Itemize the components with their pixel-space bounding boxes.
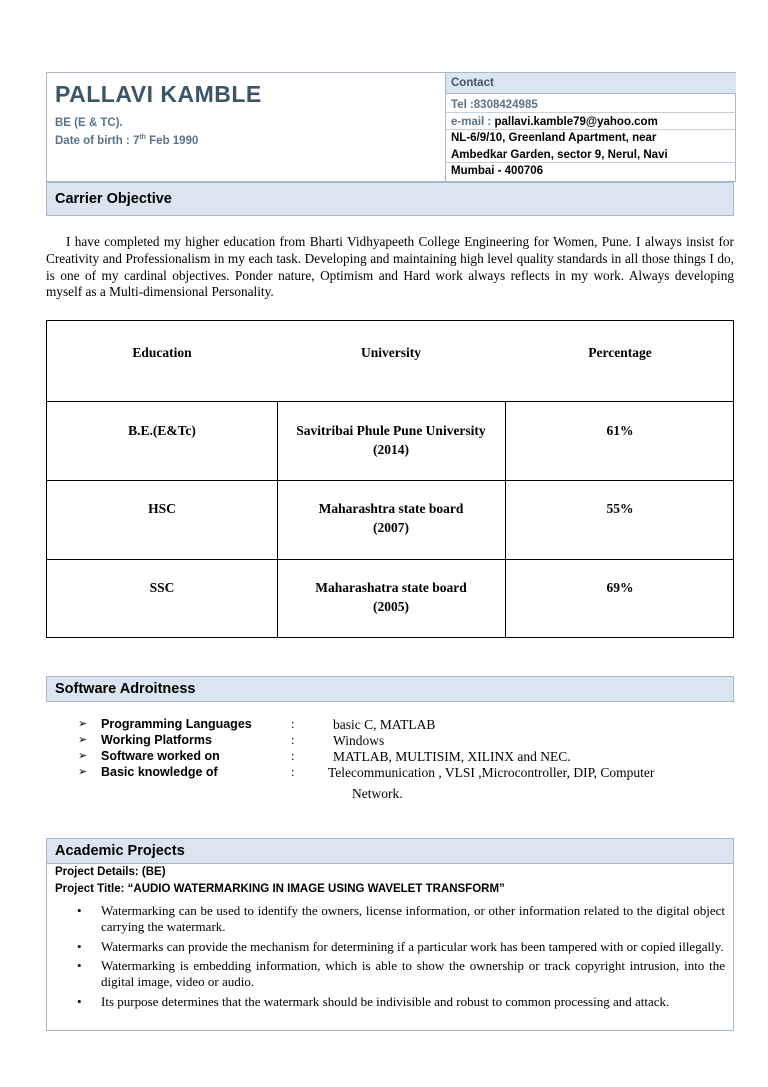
percentage-cell: 55%	[606, 501, 634, 516]
university-name: Maharashtra state board	[318, 501, 464, 516]
projects-title: Academic Projects	[55, 843, 185, 859]
university-year: (2014)	[373, 442, 409, 457]
header-education: Education	[132, 345, 192, 360]
contact-box	[445, 73, 736, 181]
degree-cell: HSC	[148, 501, 176, 516]
table-row	[47, 401, 733, 481]
skill-value: basic C, MATLAB	[333, 717, 436, 732]
projects-box	[46, 838, 734, 1031]
projects-heading	[47, 839, 733, 864]
project-bullets	[75, 903, 725, 1014]
software-heading	[46, 676, 734, 702]
address-line-1: NL-6/9/10, Greenland Apartment, near	[451, 132, 657, 144]
contact-details	[451, 97, 731, 180]
bullet-text: Watermarking is embedding information, which is able to show the ownership or track copyright intrusion, into the digital image, video or audio.	[101, 958, 725, 990]
bullet-icon: •	[77, 993, 82, 1009]
list-item	[76, 733, 736, 749]
address-line-2: Ambedkar Garden, sector 9, Nerul, Navi	[451, 148, 668, 161]
candidate-name: PALLAVI KAMBLE	[55, 81, 262, 107]
list-item	[75, 958, 725, 990]
date-of-birth	[55, 134, 198, 147]
university-name: Savitribai Phule Pune University	[296, 423, 486, 438]
divider	[446, 112, 736, 113]
divider	[446, 162, 736, 163]
list-item	[76, 749, 736, 765]
degree-cell: B.E.(E&Tc)	[128, 423, 196, 438]
contact-title: Contact	[451, 77, 494, 89]
column-divider	[277, 401, 278, 638]
divider	[446, 129, 736, 130]
university-name: Maharashatra state board	[315, 580, 467, 595]
bullet-text: Watermarking can be used to identify the owners, license information, or other information related to the digital object carrying the watermark.	[101, 903, 725, 934]
colon: :	[291, 733, 295, 747]
skill-value: MATLAB, MULTISIM, XILINX and NEC.	[333, 749, 571, 764]
list-item	[76, 717, 736, 733]
resume-header	[46, 72, 736, 182]
list-item	[76, 765, 736, 781]
project-details: Project Details: (BE)	[55, 866, 166, 878]
table-row	[47, 480, 733, 560]
list-item	[75, 903, 725, 935]
table-header-row	[47, 321, 733, 402]
table-row	[47, 559, 733, 637]
objective-title: Carrier Objective	[55, 191, 172, 207]
degree: BE (E & TC).	[55, 117, 123, 129]
arrow-bullet-icon: ➢	[78, 766, 88, 778]
email-label: e-mail :	[451, 115, 495, 128]
university-year: (2007)	[373, 520, 409, 535]
contact-heading	[446, 73, 736, 94]
bullet-icon: •	[77, 903, 82, 918]
percentage-cell: 69%	[606, 580, 634, 595]
bullet-text: Its purpose determines that the watermark should be indivisible and robust to common processing and attack.	[101, 993, 670, 1009]
column-divider	[505, 401, 506, 638]
objective-text: I have completed my higher education from Bharti Vidhyapeeth College Engineering for Women, Pune. I always insist for Creativity and Professionalism in my each task. Developing and maintaining high level quality standards in all those things I do, is one of my cardinal objectives. Ponder nature, Optimism and Hard work always reflects in my work. Always developing myself as a Multi-dimensional Personality.	[46, 234, 734, 300]
skill-value: Telecommunication , VLSI ,Microcontroller, DIP, Computer	[328, 765, 655, 780]
colon: :	[291, 765, 295, 779]
email-line	[451, 114, 731, 131]
skill-label: Software worked on	[101, 749, 220, 763]
colon: :	[291, 749, 295, 763]
telephone: Tel :8308424985	[451, 99, 538, 111]
arrow-bullet-icon: ➢	[78, 734, 88, 746]
email-address[interactable]: pallavi.kamble79@yahoo.com	[494, 115, 658, 128]
dob-prefix: Date of birth : 7	[55, 134, 140, 147]
list-item-continuation	[76, 786, 736, 802]
skill-value-continuation: Network.	[352, 786, 403, 801]
skill-value: Windows	[333, 733, 385, 748]
header-university: University	[361, 345, 421, 360]
degree-cell: SSC	[149, 580, 175, 595]
header-percentage: Percentage	[588, 345, 652, 360]
education-table	[46, 320, 734, 638]
university-cell	[277, 559, 505, 656]
university-year: (2005)	[373, 599, 409, 614]
bullet-icon: •	[77, 958, 82, 974]
bullet-text: Watermarks can provide the mechanism for determining if a particular work has been tampered with or copied illegally.	[101, 938, 724, 954]
list-item	[75, 939, 725, 955]
list-item	[75, 994, 725, 1010]
dob-suffix: Feb 1990	[145, 134, 199, 147]
project-title: Project Title: “AUDIO WATERMARKING IN IMAGE USING WAVELET TRANSFORM”	[55, 883, 505, 895]
skill-label: Working Platforms	[101, 733, 212, 747]
arrow-bullet-icon: ➢	[78, 718, 88, 730]
skill-label: Programming Languages	[101, 717, 252, 731]
percentage-cell: 61%	[606, 423, 634, 438]
dob-superscript: th	[139, 134, 146, 141]
address-line-3: Mumbai - 400706	[451, 165, 544, 177]
bullet-icon: •	[77, 938, 82, 954]
software-title: Software Adroitness	[55, 681, 196, 697]
objective-heading	[46, 182, 734, 216]
arrow-bullet-icon: ➢	[78, 750, 88, 762]
skill-label: Basic knowledge of	[101, 765, 218, 779]
colon: :	[291, 717, 295, 731]
personal-info	[47, 73, 445, 181]
